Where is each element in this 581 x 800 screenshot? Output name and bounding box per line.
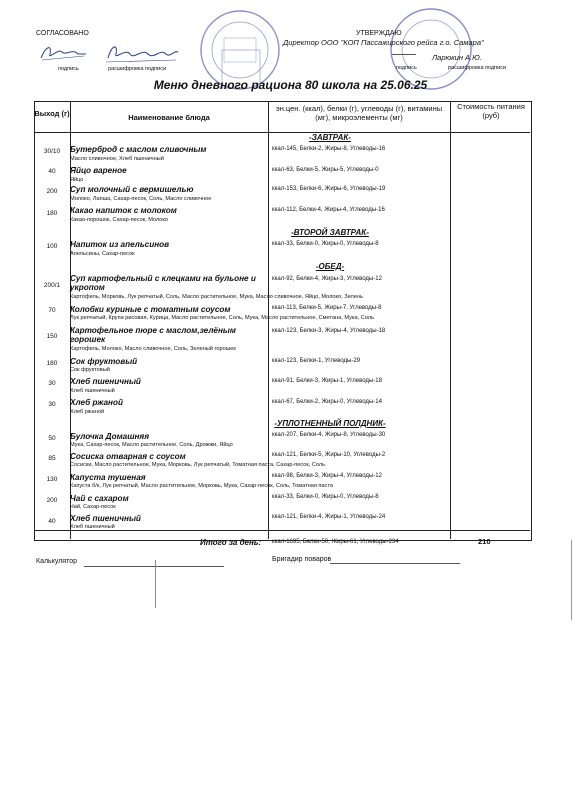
dish-nutrition: ккал-112, Белки-4, Жиры-4, Углеводы-16 bbox=[272, 207, 385, 213]
totals-cost: 210 bbox=[478, 537, 491, 546]
dish-nutrition: ккал-207, Белки-4, Жиры-8, Углеводы-30 bbox=[272, 432, 386, 438]
calculator-label: Калькулятор bbox=[36, 558, 77, 565]
dish-ingredients: Яйцо bbox=[70, 177, 84, 183]
dish-name: Какао напиток с молоком bbox=[70, 206, 177, 215]
dish-ingredients: Лук репчатый, Крупа рисовая, Курица, Масло растительное, Соль, Мука, Масло растительное, Сметана, Мука, Соль bbox=[70, 315, 374, 321]
dish-name: Чай с сахаром bbox=[70, 494, 129, 503]
approved-left-label: СОГЛАСОВАНО bbox=[36, 30, 89, 37]
dish-ingredients: Картофель, Морковь, Лук репчатый, Соль, Масло растительное, Мука, Масло сливочное, Яйцо, Молоко, Зелень bbox=[70, 294, 363, 300]
dish-name: Хлеб пшеничный bbox=[70, 514, 141, 523]
brigadier-label: Бригадир поваров bbox=[272, 556, 332, 563]
dish-name: Хлеб пшеничный bbox=[70, 377, 141, 386]
dish-ingredients: Масло сливочное, Хлеб пшеничный bbox=[70, 156, 164, 162]
dish-ingredients: Сосиски, Масло растительное, Мука, Морковь, Лук репчатый, Томатная паста, Сахар-песок, Соль bbox=[70, 462, 326, 468]
signature-caption-left: подпись bbox=[58, 66, 79, 72]
dish-name: Картофельное пюре с маслом,зелёным горошек bbox=[70, 326, 236, 344]
dish-ingredients: Какао-порошок, Сахар-песок, Молоко bbox=[70, 217, 169, 223]
header-output: Выход (г) bbox=[34, 109, 70, 118]
signature-caption-right: подпись bbox=[396, 65, 417, 71]
row-output: 30 bbox=[48, 380, 56, 387]
dish-nutrition: ккал-121, Белки-4, Жиры-1, Углеводы-24 bbox=[272, 514, 386, 520]
header-name: Наименование блюда bbox=[128, 113, 210, 122]
header-nutrition: эн.цен. (ккал), белки (г), углеводы (г), витамины (мг), микроэлементы (мг) bbox=[275, 104, 443, 122]
signature-left-2 bbox=[104, 40, 180, 66]
section-second-breakfast: -ВТОРОЙ ЗАВТРАК- bbox=[291, 228, 369, 237]
dish-nutrition: ккал-153, Белки-6, Жиры-6, Углеводы-19 bbox=[272, 186, 386, 192]
director-line: Директор ООО "КОП Пассажирского рейса г.о. Самара" bbox=[283, 38, 484, 47]
page-title: Меню дневного рациона 80 школа на 25.06.25 bbox=[153, 78, 428, 92]
decoding-caption-right: расшифровка подписи bbox=[448, 65, 507, 71]
dish-nutrition: ккал-145, Белки-2, Жиры-8, Углеводы-16 bbox=[272, 146, 386, 152]
dish-name: Колобки куриные с томатным соусом bbox=[70, 305, 231, 314]
dish-name: Сосиска отварная с соусом bbox=[70, 452, 186, 461]
dish-nutrition: ккал-121, Белки-5, Жиры-10, Углеводы-2 bbox=[272, 452, 386, 458]
dish-name: Суп молочный с вермишелью bbox=[70, 185, 194, 194]
dish-name: Бутерброд с маслом сливочным bbox=[70, 145, 207, 154]
signature-line-right bbox=[392, 54, 416, 55]
dish-ingredients: Чай, Сахар-песок bbox=[70, 504, 116, 510]
row-output: 50 bbox=[48, 435, 56, 442]
dish-ingredients: Капуста б/к, Лук репчатый, Масло растительное, Морковь, Мука, Сахар-песок, Соль, Томатная паста bbox=[70, 483, 333, 489]
dish-nutrition: ккал-33, Белки-0, Жиры-0, Углеводы-8 bbox=[272, 241, 379, 247]
dish-ingredients: Хлеб пшеничный bbox=[70, 388, 115, 394]
dish-nutrition: ккал-113, Белки-5, Жиры-7, Углеводы-8 bbox=[272, 305, 382, 311]
section-lunch: -ОБЕД- bbox=[315, 262, 345, 271]
dish-nutrition: ккал-33, Белки-0, Жиры-0, Углеводы-8 bbox=[272, 494, 379, 500]
totals-nutrition: ккал-1695, Белки-50, Жиры-61, Углеводы-234 bbox=[272, 539, 399, 545]
decoding-caption-left: расшифровка подписи bbox=[108, 66, 167, 72]
dish-nutrition: ккал-92, Белки-4, Жиры-3, Углеводы-12 bbox=[272, 276, 382, 282]
dish-name: Яйцо вареное bbox=[70, 166, 127, 175]
dish-name: Суп картофельный с клецками на бульоне и укропом bbox=[70, 274, 256, 292]
dish-ingredients: Молоко, Лапша, Сахар-песок, Соль, Масло сливочное bbox=[70, 196, 212, 202]
section-breakfast: -ЗАВТРАК- bbox=[309, 133, 351, 142]
dish-ingredients: Сок фруктовый bbox=[70, 367, 110, 373]
calculator-signature-line bbox=[84, 566, 224, 567]
dish-nutrition: ккал-63, Белки-5, Жиры-5, Углеводы-0 bbox=[272, 167, 379, 173]
totals-label: Итого за день: bbox=[200, 538, 262, 547]
director-name: Ларюкин А.Ю. bbox=[432, 53, 482, 62]
dish-nutrition: ккал-67, Белки-2, Жиры-0, Углеводы-14 bbox=[272, 399, 382, 405]
brigadier-signature-line bbox=[330, 563, 460, 564]
row-output: 200 bbox=[46, 497, 58, 504]
row-output: 100 bbox=[46, 243, 58, 250]
dish-ingredients: Хлеб ржаной bbox=[70, 409, 105, 415]
dish-ingredients: Картофель, Молоко, Масло сливочное, Соль, Зеленый горошек bbox=[70, 346, 236, 352]
dish-name: Капуста тушеная bbox=[70, 473, 146, 482]
dish-name: Булочка Домашняя bbox=[70, 432, 150, 441]
col-divider-3 bbox=[450, 101, 451, 539]
signature-left-1 bbox=[38, 42, 88, 64]
dish-ingredients: Мука, Сахар-песок, Масло растительное, Соль, Дрожжи, Яйцо bbox=[70, 442, 233, 448]
row-output: 70 bbox=[48, 307, 56, 314]
row-output: 180 bbox=[46, 210, 58, 217]
row-output: 200 bbox=[46, 188, 58, 195]
scan-artifact-line bbox=[155, 560, 156, 608]
dish-nutrition: ккал-123, Белки-1, Углеводы-29 bbox=[272, 358, 361, 364]
dish-name: Хлеб ржаной bbox=[70, 398, 123, 407]
row-output: 30 bbox=[48, 401, 56, 408]
dish-ingredients: Апельсины, Сахар-песок bbox=[70, 251, 135, 257]
row-output: 85 bbox=[48, 455, 56, 462]
dish-name: Сок фруктовый bbox=[70, 357, 138, 366]
approved-right-label: УТВЕРЖДАЮ bbox=[356, 30, 402, 37]
dish-nutrition: ккал-98, Белки-3, Жиры-4, Углеводы-12 bbox=[272, 473, 382, 479]
row-output: 130 bbox=[46, 476, 58, 483]
totals-row-divider bbox=[34, 530, 530, 531]
dish-name: Напиток из апельсинов bbox=[70, 240, 170, 249]
row-output: 150 bbox=[46, 333, 58, 340]
row-output: 40 bbox=[48, 518, 56, 525]
row-output: 200/1 bbox=[43, 282, 61, 289]
scan-artifact-line bbox=[571, 540, 572, 620]
row-output: 30/10 bbox=[43, 148, 61, 155]
dish-nutrition: ккал-91, Белки-3, Жиры-1, Углеводы-18 bbox=[272, 378, 382, 384]
row-output: 180 bbox=[46, 360, 58, 367]
section-snack: -УПЛОТНЕННЫЙ ПОЛДНИК- bbox=[274, 419, 386, 428]
row-output: 40 bbox=[48, 168, 56, 175]
header-cost: Стоимость питания (руб) bbox=[457, 102, 525, 120]
dish-nutrition: ккал-123, Белки-3, Жиры-4, Углеводы-18 bbox=[272, 328, 386, 334]
dish-ingredients: Хлеб пшеничный bbox=[70, 524, 115, 530]
